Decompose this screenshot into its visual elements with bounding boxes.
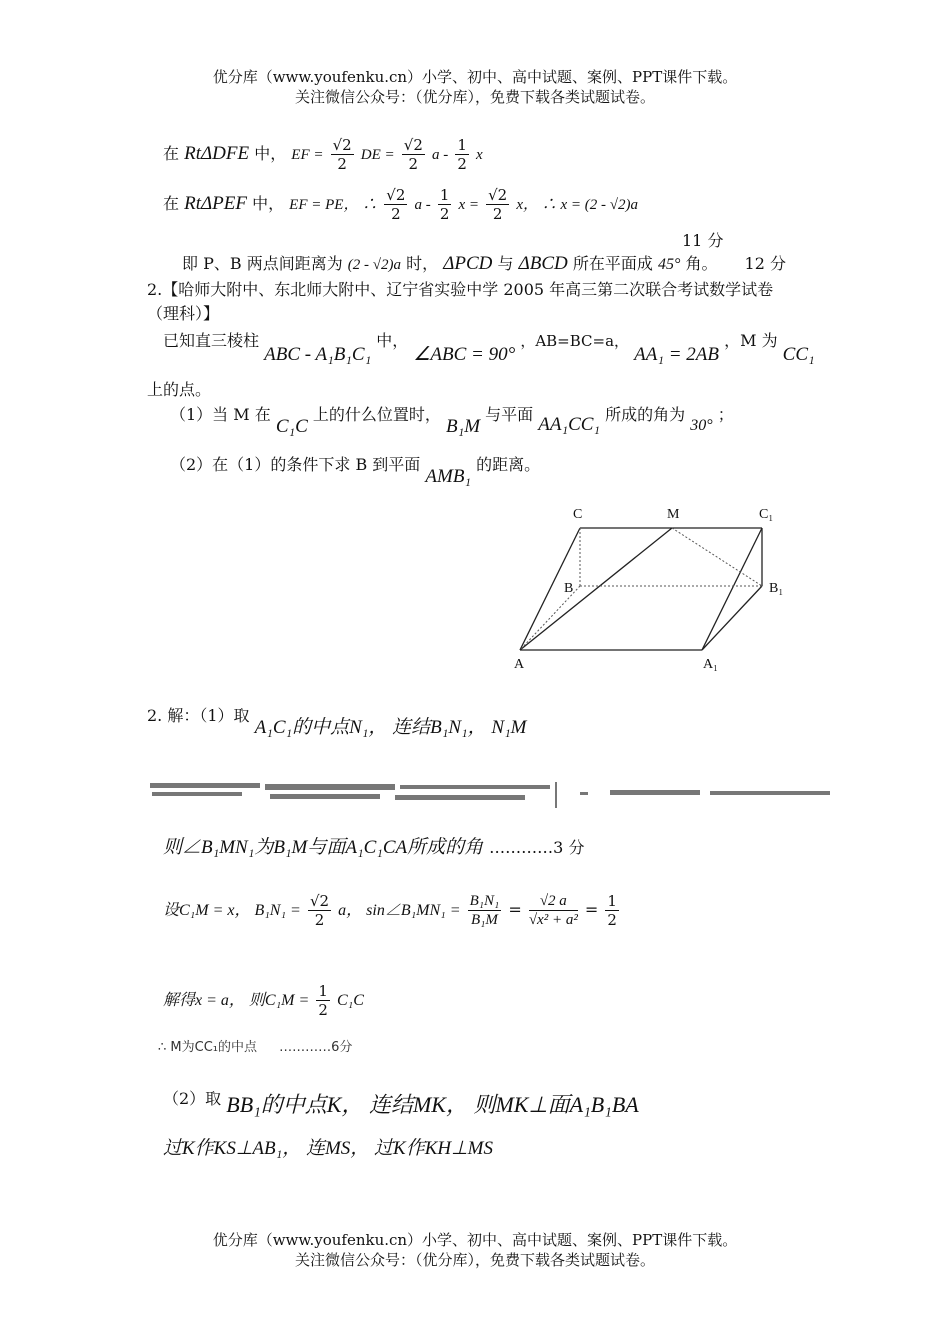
question-2 <box>170 452 541 487</box>
numerator: B₁N₁ <box>469 893 500 909</box>
label-a1: A₁ <box>703 657 718 672</box>
denominator: 2 <box>439 205 450 223</box>
text: 已知直三棱柱 <box>163 331 260 350</box>
fraction-sqrt2-over-2 <box>331 136 354 173</box>
score-6: …………6分 <box>279 1040 353 1055</box>
text: 在 <box>163 194 180 213</box>
triangle-bcd: ΔBCD <box>518 253 568 274</box>
math: EF = <box>291 147 324 163</box>
angle-abc: ∠ABC = 90° <box>413 344 516 365</box>
denominator: 2 <box>318 1001 328 1019</box>
numerator: 1 <box>457 136 467 154</box>
prism-figure <box>500 498 800 678</box>
denominator: 2 <box>607 911 617 929</box>
math: a， sin∠B₁MN₁ = <box>338 902 461 919</box>
score-12: 12 分 <box>744 254 786 273</box>
numerator: √2 <box>386 186 406 204</box>
numerator: 1 <box>318 982 328 1000</box>
numerator: √2 <box>403 136 423 154</box>
fraction-sqrt2-over-2 <box>384 186 407 223</box>
denominator: 2 <box>457 155 467 173</box>
problem-2-title-line-1: 2.【哈师大附中、东北师大附中、辽宁省实验中学 2005 年高三第二次联合考试数学试卷 <box>147 280 774 299</box>
math: DE = <box>360 147 395 163</box>
solution-step-1 <box>147 700 527 738</box>
solution-step-7 <box>163 1133 493 1160</box>
fraction-sqrt2a-over-sqrt <box>529 892 578 929</box>
line-rt-pef <box>163 186 638 223</box>
text: ； <box>717 405 734 424</box>
conclusion-line <box>182 251 786 275</box>
triangle-pcd: ΔPCD <box>443 253 493 274</box>
segment-m-a <box>520 528 672 650</box>
math: C₁C <box>337 992 364 1009</box>
garbled-scan-strip <box>150 780 840 810</box>
math: 解得x = a， 则C₁M = <box>163 992 310 1009</box>
plane-amb1: AMB₁ <box>425 466 472 487</box>
aa1-equation: AA₁ = 2AB <box>634 344 719 365</box>
angle-45: 45° <box>657 256 681 273</box>
header-line-2: 关注微信公众号：（优分库），免费下载各类试题试卷。 <box>294 88 655 106</box>
text: （2）在（1）的条件下求 B 到平面 <box>170 455 421 474</box>
plane-aa1cc1: AA₁CC₁ <box>538 414 601 435</box>
numerator: √2 a <box>529 892 578 911</box>
text: 在 <box>163 144 180 163</box>
edge-c1-a1 <box>702 528 762 650</box>
text: 中， <box>252 194 285 213</box>
edge-b1-a1 <box>702 586 762 650</box>
fraction-1-over-2 <box>438 186 452 223</box>
footer-line-1: 优分库（www.youfenku.cn）小学、初中、高中试题、案例、PPT课件下载。 <box>212 1231 738 1249</box>
label-a: A <box>514 657 525 672</box>
segment-c1c: C₁C <box>275 416 308 437</box>
solution-step-3 <box>163 892 621 929</box>
label-m: M <box>667 507 680 522</box>
math: x = <box>458 197 480 213</box>
text: 所成的角为 <box>605 405 686 424</box>
denominator: 2 <box>337 155 347 173</box>
text: ，AB=BC=a， <box>520 332 630 350</box>
text: 与 <box>497 254 514 273</box>
math: EF = PE， ∴ <box>289 197 378 213</box>
problem-2-stem-end: 上的点。 <box>147 380 212 399</box>
math: a - <box>431 147 449 163</box>
score-3: …………3 分 <box>489 838 585 857</box>
numerator: 1 <box>607 892 617 910</box>
math: A₁C₁的中点N₁， 连结B₁N₁， N₁M <box>254 717 527 738</box>
text: 2. 解：（1）取 <box>147 706 250 725</box>
triangle-pef: RtΔPEF <box>184 193 247 214</box>
math: 设C₁M = x， B₁N₁ = <box>163 902 301 919</box>
fraction-b1n1-over-b1m <box>468 892 502 929</box>
segment-cc1: CC₁ <box>782 344 815 365</box>
fraction-1-over-2 <box>455 136 469 173</box>
math: x <box>475 147 483 163</box>
math: ∴ M为CC₁的中点 <box>158 1040 257 1055</box>
denominator: B₁M <box>470 912 498 928</box>
fraction-1-over-2 <box>605 892 619 929</box>
text: 时， <box>406 254 439 273</box>
denominator: 2 <box>492 205 503 223</box>
numerator: √2 <box>309 892 330 910</box>
math: 过K作KS⊥AB₁， 连MS， 过K作KH⊥MS <box>163 1138 493 1159</box>
numerator: √2 <box>488 186 508 204</box>
math: x， ∴ x = (2 - √2)a <box>516 197 638 213</box>
label-b: B <box>564 581 574 596</box>
solution-step-2 <box>163 832 584 859</box>
problem-2-title-line-2: （理科）】 <box>147 304 220 323</box>
denominator: 2 <box>391 205 401 223</box>
text: 的距离。 <box>476 455 541 474</box>
text: 角。 <box>685 254 718 273</box>
label-c1: C₁ <box>759 507 774 522</box>
triangle-dfe: RtΔDFE <box>184 143 250 164</box>
numerator: 1 <box>439 186 450 204</box>
line-rt-dfe <box>163 136 483 173</box>
fraction-sqrt2-over-2 <box>308 892 331 929</box>
denominator: √x² + a² <box>528 912 578 928</box>
footer-line-2: 关注微信公众号：（优分库），免费下载各类试题试卷。 <box>294 1251 655 1269</box>
math: = <box>584 900 599 919</box>
angle-30: 30° <box>690 417 713 434</box>
prism: ABC - A₁B₁C₁ <box>264 344 372 365</box>
text: （2）取 <box>163 1089 222 1108</box>
text: 与平面 <box>485 405 534 424</box>
text: 上的什么位置时， <box>312 405 441 424</box>
text: （1）当 M 在 <box>170 405 271 424</box>
math: BB₁的中点K， 连结MK， 则MK⊥面A₁B₁BA <box>226 1092 639 1117</box>
numerator: √2 <box>332 136 352 154</box>
solution-step-4 <box>163 982 364 1019</box>
math: a - <box>414 197 431 213</box>
fraction-sqrt2-over-2 <box>486 186 509 223</box>
problem-2-stem <box>163 328 815 365</box>
text: ，M 为 <box>724 331 778 350</box>
text: 所在平面成 <box>572 254 653 273</box>
fraction-1-over-2 <box>316 982 330 1019</box>
header-line-1: 优分库（www.youfenku.cn）小学、初中、高中试题、案例、PPT课件下载。 <box>212 68 738 86</box>
text: 即 P、B 两点间距离为 <box>182 254 343 273</box>
label-b1: B₁ <box>769 581 784 596</box>
text: 中， <box>254 144 287 163</box>
label-c: C <box>573 507 583 522</box>
question-1 <box>170 402 734 437</box>
text: 中， <box>376 331 409 350</box>
score-11: 11 分 <box>682 231 724 250</box>
line-b1m: B₁M <box>446 416 481 437</box>
solution-step-5 <box>158 1036 352 1055</box>
denominator: 2 <box>314 911 325 929</box>
solution-step-6 <box>163 1080 639 1117</box>
math: = <box>508 900 522 919</box>
fraction-sqrt2-over-2 <box>402 136 425 173</box>
hidden-segment-m-b1 <box>672 528 762 586</box>
math-expr: (2 - √2)a <box>347 257 402 273</box>
denominator: 2 <box>408 155 419 173</box>
math: 则∠B₁MN₁为B₁M与面A₁C₁CA所成的角 <box>163 837 484 858</box>
